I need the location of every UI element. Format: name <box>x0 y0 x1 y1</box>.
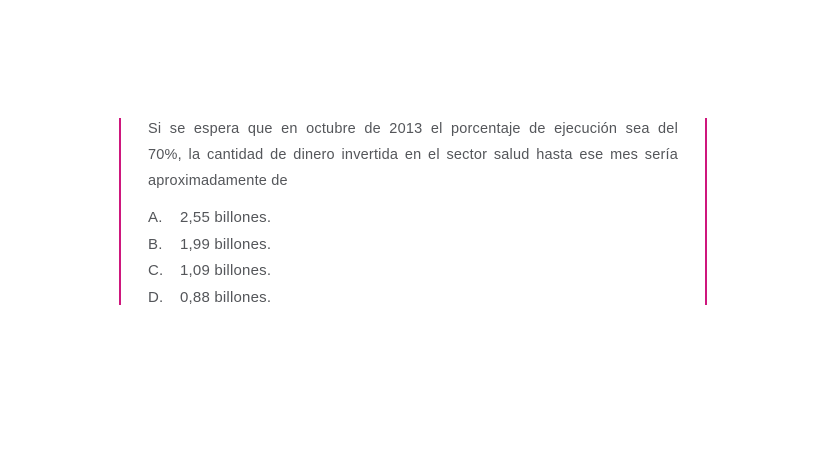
question-line: aproximadamente de <box>148 173 288 189</box>
option-row-c <box>148 257 271 284</box>
question-line: Si se espera que en octubre de 2013 el porcentaje de ejecución sea del <box>148 121 678 137</box>
option-text: 2,55 billones. <box>180 208 272 226</box>
option-letter: C. <box>148 262 164 280</box>
question-line: 70%, la cantidad de dinero invertida en el sector salud hasta ese mes sería <box>148 147 678 163</box>
option-row-a <box>148 204 271 231</box>
options-list <box>148 204 271 311</box>
option-text: 1,99 billones. <box>180 235 272 253</box>
option-letter: B. <box>148 235 163 253</box>
option-letter: D. <box>148 288 164 306</box>
left-accent-rule <box>119 118 121 305</box>
option-letter: A. <box>148 208 163 226</box>
option-row-b <box>148 231 271 258</box>
question-text <box>148 116 678 194</box>
option-text: 1,09 billones. <box>180 262 272 280</box>
option-row-d <box>148 284 271 311</box>
option-text: 0,88 billones. <box>180 288 272 306</box>
right-accent-rule <box>705 118 707 305</box>
